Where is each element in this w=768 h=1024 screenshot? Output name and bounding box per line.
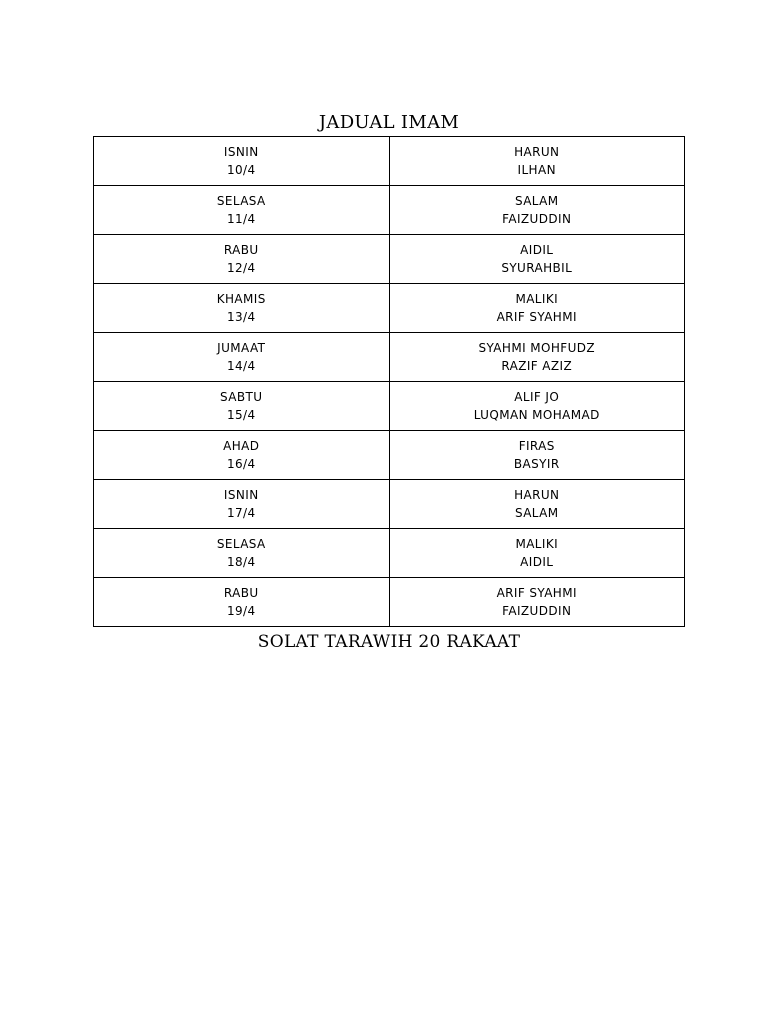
imam-names-cell bbox=[389, 284, 685, 333]
table-row bbox=[94, 333, 685, 382]
imam-names-cell bbox=[389, 333, 685, 382]
table-row bbox=[94, 186, 685, 235]
table-row bbox=[94, 431, 685, 480]
imam-name-1: MALIKI bbox=[515, 292, 559, 306]
table-row bbox=[94, 480, 685, 529]
imam-name-2: ILHAN bbox=[517, 163, 556, 177]
table-row bbox=[94, 284, 685, 333]
imam-name-1: FIRAS bbox=[518, 439, 555, 453]
day-date-cell bbox=[94, 431, 390, 480]
day-label: AHAD bbox=[223, 439, 260, 453]
imam-name-1: MALIKI bbox=[515, 537, 559, 551]
document-title: JADUAL IMAM bbox=[318, 112, 460, 133]
imam-name-1: SYAHMI MOHFUDZ bbox=[478, 341, 596, 355]
day-label: SELASA bbox=[216, 194, 266, 208]
day-date-cell bbox=[94, 529, 390, 578]
imam-name-2: SYURAHBIL bbox=[501, 261, 573, 275]
imam-names-cell bbox=[389, 382, 685, 431]
imam-names-cell bbox=[389, 529, 685, 578]
day-label: ISNIN bbox=[223, 488, 259, 502]
imam-names-cell bbox=[389, 235, 685, 284]
day-label: SELASA bbox=[216, 537, 266, 551]
day-date-cell bbox=[94, 284, 390, 333]
imam-name-1: HARUN bbox=[514, 145, 560, 159]
table-row bbox=[94, 235, 685, 284]
imam-name-2: LUQMAN MOHAMAD bbox=[473, 408, 600, 422]
date-label: 16/4 bbox=[226, 457, 256, 471]
day-label: RABU bbox=[223, 586, 259, 600]
day-date-cell bbox=[94, 578, 390, 627]
imam-name-1: AIDIL bbox=[520, 243, 554, 257]
date-label: 13/4 bbox=[226, 310, 256, 324]
day-label: KHAMIS bbox=[216, 292, 266, 306]
date-label: 17/4 bbox=[226, 506, 256, 520]
day-date-cell bbox=[94, 186, 390, 235]
date-label: 19/4 bbox=[226, 604, 256, 618]
table-row bbox=[94, 578, 685, 627]
table-row bbox=[94, 137, 685, 186]
imam-name-1: SALAM bbox=[514, 194, 559, 208]
date-label: 15/4 bbox=[226, 408, 256, 422]
day-label: RABU bbox=[223, 243, 259, 257]
date-label: 12/4 bbox=[226, 261, 256, 275]
date-label: 10/4 bbox=[226, 163, 256, 177]
imam-names-cell bbox=[389, 480, 685, 529]
imam-names-cell bbox=[389, 137, 685, 186]
document-footer: SOLAT TARAWIH 20 RAKAAT bbox=[257, 632, 521, 652]
day-date-cell bbox=[94, 382, 390, 431]
day-date-cell bbox=[94, 235, 390, 284]
imam-names-cell bbox=[389, 578, 685, 627]
day-label: JUMAAT bbox=[217, 341, 266, 355]
imam-schedule-table bbox=[93, 136, 685, 627]
schedule-body bbox=[94, 137, 685, 627]
imam-name-1: ALIF JO bbox=[514, 390, 560, 404]
imam-names-cell bbox=[389, 186, 685, 235]
day-date-cell bbox=[94, 137, 390, 186]
table-row bbox=[94, 382, 685, 431]
imam-name-2: SALAM bbox=[514, 506, 559, 520]
date-label: 18/4 bbox=[226, 555, 256, 569]
imam-name-2: FAIZUDDIN bbox=[502, 604, 572, 618]
day-label: ISNIN bbox=[223, 145, 259, 159]
day-date-cell bbox=[94, 333, 390, 382]
day-date-cell bbox=[94, 480, 390, 529]
imam-name-2: RAZIF AZIZ bbox=[501, 359, 573, 373]
imam-name-1: ARIF SYAHMI bbox=[496, 586, 577, 600]
imam-name-2: FAIZUDDIN bbox=[502, 212, 572, 226]
date-label: 14/4 bbox=[226, 359, 256, 373]
table-row bbox=[94, 529, 685, 578]
imam-name-2: ARIF SYAHMI bbox=[496, 310, 577, 324]
imam-name-2: BASYIR bbox=[513, 457, 560, 471]
date-label: 11/4 bbox=[226, 212, 256, 226]
day-label: SABTU bbox=[220, 390, 263, 404]
imam-names-cell bbox=[389, 431, 685, 480]
imam-name-2: AIDIL bbox=[520, 555, 554, 569]
imam-name-1: HARUN bbox=[514, 488, 560, 502]
